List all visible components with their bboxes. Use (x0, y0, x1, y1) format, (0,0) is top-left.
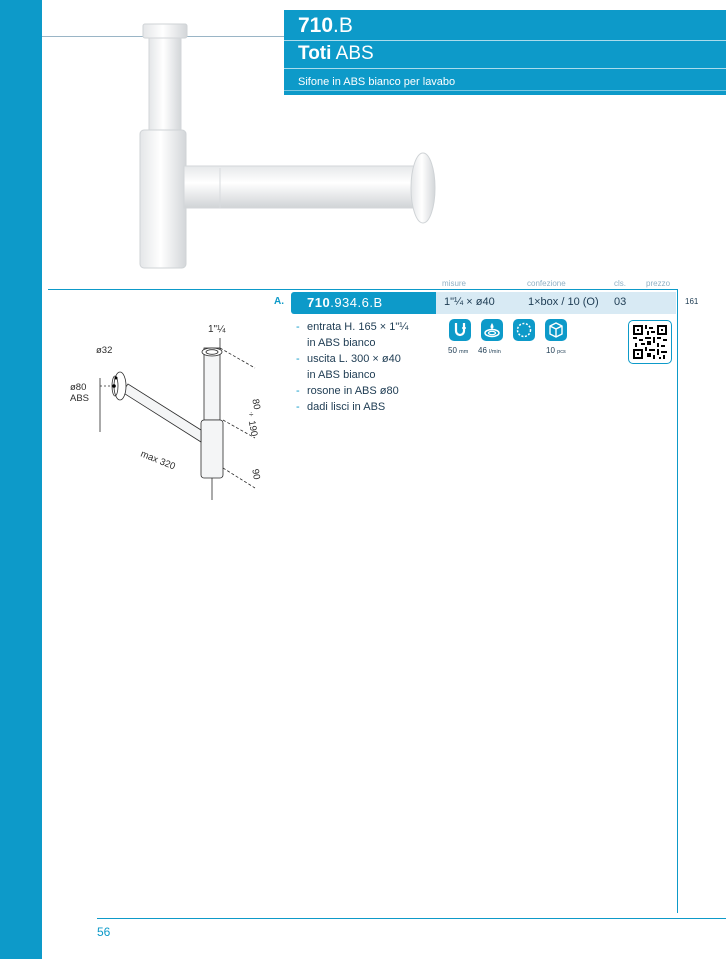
label-height-min: 80 (249, 398, 263, 411)
product-code: 710.B (298, 14, 353, 37)
page-reference: 161 (685, 297, 699, 306)
flow-rate-caption: 46 l/min (478, 346, 501, 355)
label-rosette-diameter: ø80 (70, 382, 87, 393)
trap-50mm-icon (449, 319, 471, 341)
article-code: 710.934.6.B (291, 292, 436, 314)
feature-list (296, 319, 436, 415)
qr-code[interactable] (628, 320, 672, 364)
table-right-rule (677, 289, 678, 913)
cell-cls: 03 (614, 296, 627, 308)
feature-item: - uscita L. 300 × ø40 (296, 351, 436, 367)
label-height-separator: ÷ (249, 410, 254, 419)
label-bottom-height: 90 (249, 468, 262, 481)
label-max-length: max 320 (138, 448, 177, 473)
column-header-misure: misure (442, 279, 467, 288)
footer-rule (97, 918, 726, 919)
product-photo (120, 18, 460, 280)
flow-rate-icon (481, 319, 503, 341)
column-header-confezione: confezione (527, 279, 566, 288)
rosette-icon (513, 319, 535, 341)
page-number: 56 (97, 925, 111, 939)
cell-misure: 1"¼ × ø40 (444, 296, 495, 308)
label-rosette-material: ABS (70, 393, 90, 404)
column-header-prezzo: prezzo (646, 279, 671, 288)
feature-item: - rosone in ABS ø80 (296, 383, 436, 399)
trap-50mm-caption: 50 mm (448, 346, 469, 355)
row-letter: A. (274, 296, 284, 307)
box-pack-caption: 10 pcs (546, 346, 566, 355)
box-pack-icon (545, 319, 567, 341)
left-color-bar (0, 0, 42, 959)
column-header-cls: cls. (614, 279, 626, 288)
feature-item: - entrata H. 165 × 1"¼ (296, 319, 436, 335)
feature-item: - dadi lisci in ABS (296, 399, 436, 415)
technical-drawing (60, 318, 290, 508)
product-description: Sifone in ABS bianco per lavabo (298, 76, 456, 88)
cell-confezione: 1×box / 10 (O) (528, 296, 599, 308)
label-height-max: 190 (245, 419, 260, 438)
feature-item: in ABS bianco (307, 337, 376, 349)
label-inlet: 1"¼ (208, 324, 226, 335)
label-outlet-diameter: ø32 (96, 345, 113, 356)
table-top-rule (48, 289, 678, 290)
feature-item: in ABS bianco (307, 369, 376, 381)
product-name: Toti ABS (298, 43, 374, 64)
